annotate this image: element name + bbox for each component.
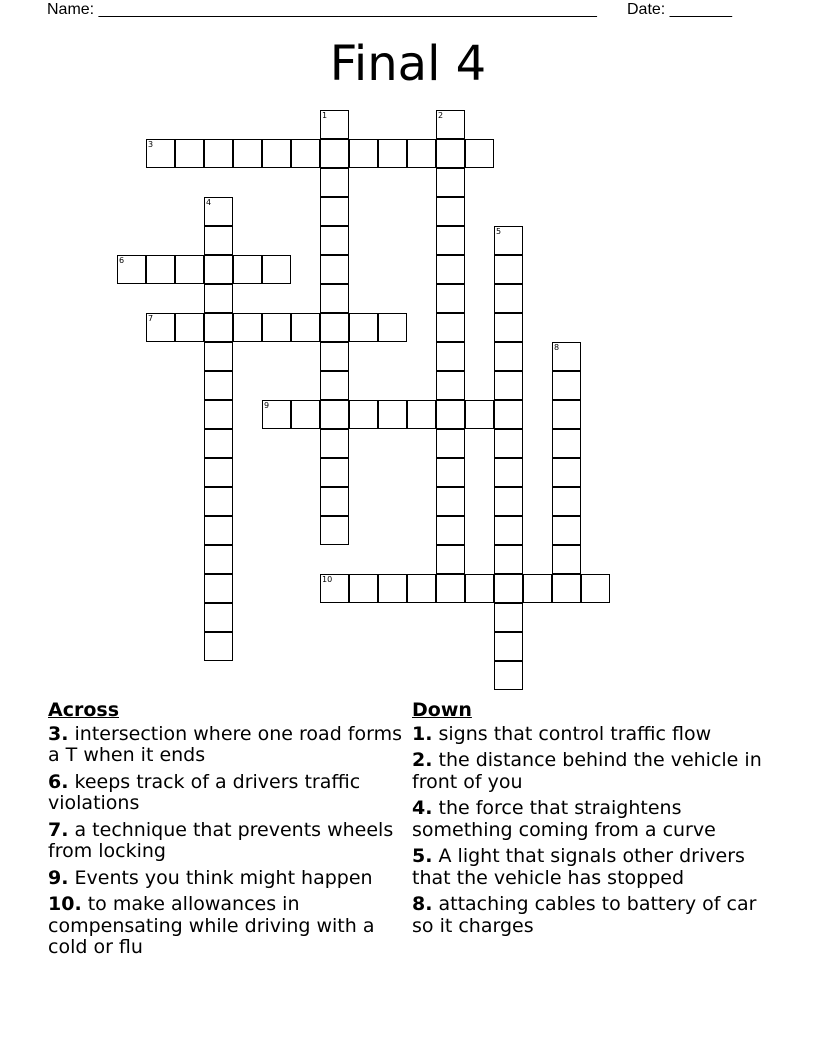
clue-across-9: 9. Events you think might happen [48,866,373,889]
clue-number: 5 [496,227,502,236]
grid-cell[interactable] [320,168,349,197]
grid-cell[interactable] [233,255,262,284]
clue-across-7: 7. a technique that prevents wheels from locking [48,818,394,862]
grid-cell[interactable] [146,139,175,168]
grid-cell[interactable] [204,255,233,284]
grid-cell[interactable] [494,429,523,458]
grid-cell[interactable] [436,342,465,371]
down-heading: Down [412,699,472,721]
grid-cell[interactable] [436,110,465,139]
grid-cell[interactable] [320,139,349,168]
grid-cell[interactable] [436,226,465,255]
grid-cell[interactable] [494,284,523,313]
clue-number: 6 [119,256,125,265]
grid-cell[interactable] [436,516,465,545]
grid-cell[interactable] [204,284,233,313]
grid-cell[interactable] [320,400,349,429]
grid-cell[interactable] [436,487,465,516]
grid-cell[interactable] [494,603,523,632]
clue-down-4: 4. the force that straightens something coming from a curve [412,797,716,841]
grid-cell[interactable] [320,371,349,400]
clue-number: 7 [148,314,154,323]
grid-cell[interactable] [494,458,523,487]
clue-down-1: 1. signs that control traffic flow [412,722,712,745]
grid-cell[interactable] [262,139,291,168]
grid-cell[interactable] [262,400,291,429]
grid-cell[interactable] [552,371,581,400]
grid-cell[interactable] [378,400,407,429]
clue-number: 10 [322,575,333,584]
grid-cell[interactable] [494,487,523,516]
grid-cell[interactable] [320,197,349,226]
grid-cell[interactable] [320,458,349,487]
grid-cell[interactable] [436,168,465,197]
grid-cell[interactable] [204,226,233,255]
clue-down-8: 8. attaching cables to battery of car so it charges [412,893,757,937]
clue-number: 9 [264,401,270,410]
grid-cell[interactable] [378,574,407,603]
grid-cell[interactable] [436,313,465,342]
grid-cell[interactable] [436,371,465,400]
grid-cell[interactable] [436,429,465,458]
grid-cell[interactable] [204,139,233,168]
grid-cell[interactable] [320,487,349,516]
grid-cell[interactable] [204,603,233,632]
grid-cell[interactable] [291,313,320,342]
grid-cell[interactable] [407,574,436,603]
grid-cell[interactable] [494,255,523,284]
grid-cell[interactable] [262,313,291,342]
grid-cell[interactable] [349,574,378,603]
clue-across-6: 6. keeps track of a drivers traffic violations [48,770,361,814]
grid-cell[interactable] [204,197,233,226]
grid-cell[interactable] [436,139,465,168]
date-field[interactable]: Date: _______ [627,1,732,18]
grid-cell[interactable] [494,342,523,371]
grid-cell[interactable] [494,313,523,342]
grid-cell[interactable] [204,632,233,661]
grid-cell[interactable] [320,574,349,603]
grid-cell[interactable] [320,110,349,139]
grid-cell[interactable] [320,313,349,342]
grid-cell[interactable] [465,574,494,603]
clue-number: 3 [148,140,154,149]
grid-cell[interactable] [494,371,523,400]
grid-cell[interactable] [175,255,204,284]
grid-cell[interactable] [204,545,233,574]
grid-cell[interactable] [407,139,436,168]
grid-cell[interactable] [117,255,146,284]
grid-cell[interactable] [552,545,581,574]
grid-cell[interactable] [552,516,581,545]
grid-cell[interactable] [233,313,262,342]
down-clues [412,700,782,942]
grid-cell[interactable] [175,139,204,168]
grid-cell[interactable] [146,255,175,284]
grid-cell[interactable] [407,400,436,429]
grid-cell[interactable] [494,661,523,690]
grid-cell[interactable] [320,429,349,458]
clue-number: 4 [206,198,212,207]
grid-cell[interactable] [494,574,523,603]
grid-cell[interactable] [494,545,523,574]
grid-cell[interactable] [349,139,378,168]
name-field[interactable]: Name: ________________________________________________________ [47,1,597,18]
grid-cell[interactable] [552,487,581,516]
grid-cell[interactable] [552,342,581,371]
grid-cell[interactable] [436,400,465,429]
grid-cell[interactable] [378,139,407,168]
grid-cell[interactable] [552,574,581,603]
grid-cell[interactable] [204,313,233,342]
grid-cell[interactable] [262,255,291,284]
grid-cell[interactable] [436,545,465,574]
grid-cell[interactable] [552,458,581,487]
grid-cell[interactable] [494,400,523,429]
grid-cell[interactable] [581,574,610,603]
clue-down-2: 2. the distance behind the vehicle in front of you [412,749,762,793]
grid-cell[interactable] [204,400,233,429]
grid-cell[interactable] [552,400,581,429]
grid-cell[interactable] [320,255,349,284]
grid-cell[interactable] [436,197,465,226]
grid-cell[interactable] [175,313,204,342]
grid-cell[interactable] [552,429,581,458]
grid-cell[interactable] [436,458,465,487]
clue-down-5: 5. A light that signals other drivers that the vehicle has stopped [412,845,745,889]
across-clues [48,700,418,964]
clue-number: 1 [322,111,328,120]
grid-cell[interactable] [436,574,465,603]
grid-cell[interactable] [494,516,523,545]
grid-cell[interactable] [465,139,494,168]
grid-cell[interactable] [204,574,233,603]
grid-cell[interactable] [233,139,262,168]
grid-cell[interactable] [494,226,523,255]
clue-across-10: 10. to make allowances in compensating while driving with a cold or flu [48,893,375,958]
grid-cell[interactable] [349,400,378,429]
grid-cell[interactable] [320,516,349,545]
grid-cell[interactable] [291,400,320,429]
grid-cell[interactable] [494,632,523,661]
grid-cell[interactable] [204,487,233,516]
grid-cell[interactable] [204,429,233,458]
grid-cell[interactable] [349,313,378,342]
across-heading: Across [48,699,120,721]
grid-cell[interactable] [320,284,349,313]
grid-cell[interactable] [291,139,320,168]
grid-cell[interactable] [204,516,233,545]
grid-cell[interactable] [465,400,494,429]
grid-cell[interactable] [523,574,552,603]
clue-number: 8 [554,343,560,352]
grid-cell[interactable] [436,255,465,284]
grid-cell[interactable] [146,313,175,342]
grid-cell[interactable] [320,226,349,255]
grid-cell[interactable] [204,342,233,371]
clue-number: 2 [438,111,444,120]
grid-cell[interactable] [378,313,407,342]
clue-across-3: 3. intersection where one road forms a T when it ends [48,722,402,766]
grid-cell[interactable] [204,371,233,400]
page-title: Final 4 [329,36,487,92]
grid-cell[interactable] [204,458,233,487]
grid-cell[interactable] [436,284,465,313]
grid-cell[interactable] [320,342,349,371]
